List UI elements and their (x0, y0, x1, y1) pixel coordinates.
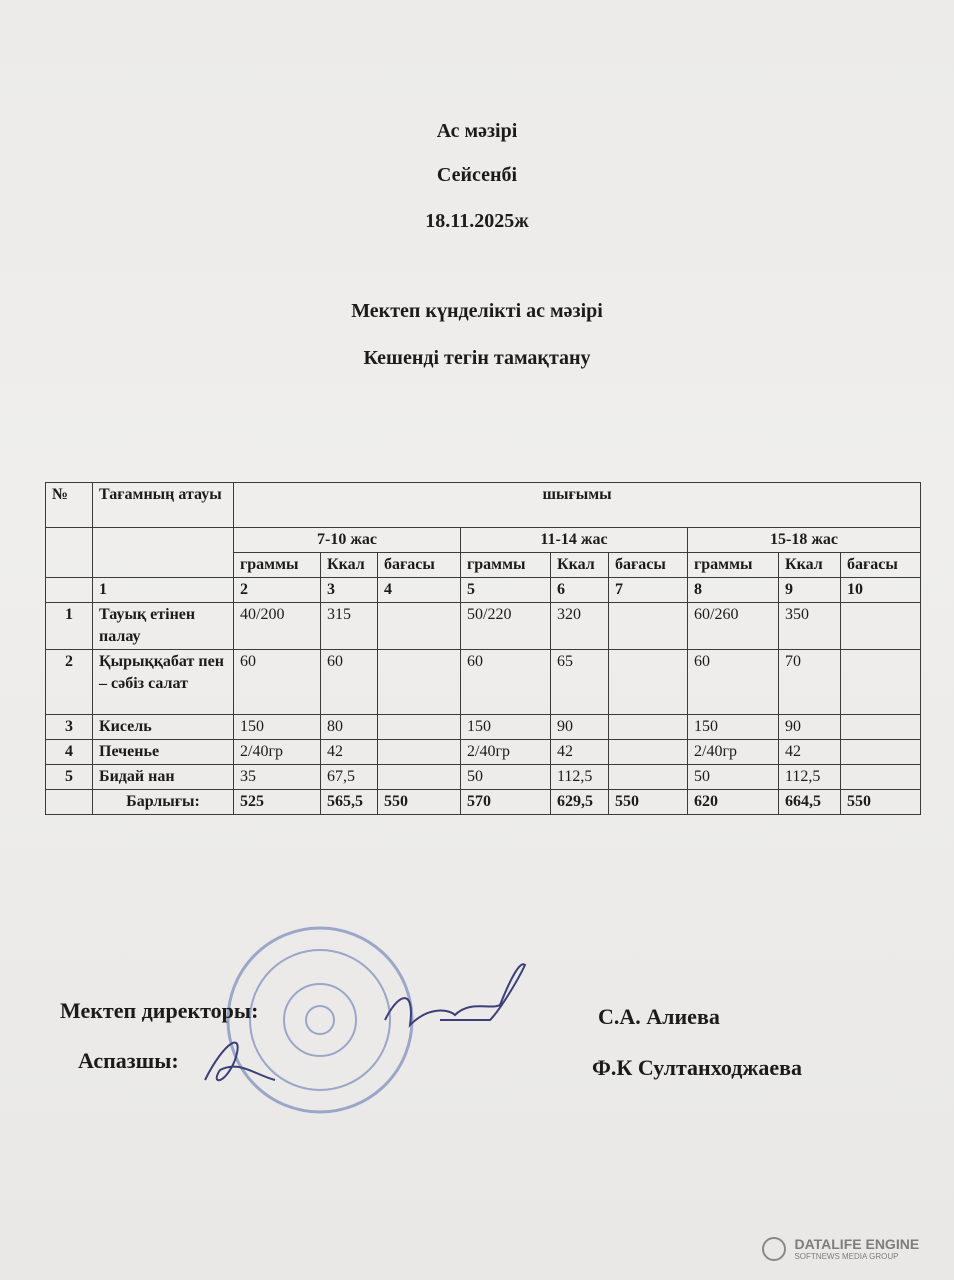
sub-header: бағасы (609, 553, 688, 578)
value-cell: 42 (551, 740, 609, 765)
table-row (46, 740, 921, 765)
column-number: 4 (378, 578, 461, 603)
empty-cell (46, 790, 93, 815)
column-number: 1 (93, 578, 234, 603)
value-cell: 2/40гр (461, 740, 551, 765)
column-number: 9 (779, 578, 841, 603)
value-cell: 2/40гр (234, 740, 321, 765)
total-cell: 565,5 (321, 790, 378, 815)
value-cell: 50 (461, 765, 551, 790)
column-number: 8 (688, 578, 779, 603)
value-cell: 150 (234, 715, 321, 740)
value-cell: 90 (551, 715, 609, 740)
column-number: 6 (551, 578, 609, 603)
menu-table (45, 482, 921, 815)
value-cell (609, 603, 688, 650)
table-row (46, 650, 921, 715)
empty-cell (46, 578, 93, 603)
value-cell: 90 (779, 715, 841, 740)
value-cell (378, 740, 461, 765)
column-number: 2 (234, 578, 321, 603)
value-cell (841, 603, 921, 650)
value-cell: 50 (688, 765, 779, 790)
value-cell: 60 (234, 650, 321, 715)
sub-header: граммы (688, 553, 779, 578)
value-cell: 2/40гр (688, 740, 779, 765)
menu-heading: Ас мәзірі (436, 120, 518, 142)
value-cell (841, 765, 921, 790)
title-line-1: Мектеп күнделікті ас мәзірі (351, 300, 603, 322)
total-cell: 570 (461, 790, 551, 815)
value-cell (378, 715, 461, 740)
value-cell (609, 715, 688, 740)
watermark-logo-icon (762, 1237, 786, 1261)
value-cell (378, 603, 461, 650)
row-number: 2 (46, 650, 93, 715)
stamp-and-signatures (200, 910, 560, 1140)
dish-name: Кисель (93, 715, 234, 740)
value-cell (609, 740, 688, 765)
sub-header: бағасы (841, 553, 921, 578)
value-cell: 350 (779, 603, 841, 650)
value-cell: 42 (321, 740, 378, 765)
value-cell: 65 (551, 650, 609, 715)
total-row (46, 790, 921, 815)
total-cell: 620 (688, 790, 779, 815)
watermark-sub: SOFTNEWS MEDIA GROUP (794, 1252, 899, 1261)
sub-header: граммы (234, 553, 321, 578)
header-name: Тағамның атауы (93, 483, 234, 528)
sub-header: Ккал (321, 553, 378, 578)
total-cell: 525 (234, 790, 321, 815)
dish-name: Бидай нан (93, 765, 234, 790)
total-cell: 550 (609, 790, 688, 815)
value-cell: 35 (234, 765, 321, 790)
header-output: шығымы (234, 483, 921, 528)
value-cell: 315 (321, 603, 378, 650)
value-cell: 67,5 (321, 765, 378, 790)
dish-name: Тауық етінен палау (93, 603, 234, 650)
value-cell: 50/220 (461, 603, 551, 650)
value-cell: 150 (688, 715, 779, 740)
value-cell (841, 740, 921, 765)
table-row (46, 603, 921, 650)
row-number: 5 (46, 765, 93, 790)
weekday: Сейсенбі (436, 164, 518, 186)
value-cell (378, 765, 461, 790)
row-number: 4 (46, 740, 93, 765)
value-cell: 112,5 (551, 765, 609, 790)
value-cell: 60 (461, 650, 551, 715)
director-signature (385, 964, 525, 1025)
value-cell (841, 715, 921, 740)
empty-cell (93, 528, 234, 578)
title-line-2: Кешенді тегін тамақтану (363, 347, 591, 369)
cook-name: Ф.К Султанходжаева (592, 1055, 802, 1080)
dish-name: Печенье (93, 740, 234, 765)
value-cell: 80 (321, 715, 378, 740)
sub-header: граммы (461, 553, 551, 578)
value-cell: 70 (779, 650, 841, 715)
total-label: Барлығы: (93, 790, 234, 815)
total-cell: 629,5 (551, 790, 609, 815)
sub-header: бағасы (378, 553, 461, 578)
director-label: Мектеп директоры: (60, 998, 259, 1023)
cook-label: Аспазшы: (78, 1048, 179, 1073)
value-cell: 60/260 (688, 603, 779, 650)
sub-header: Ккал (551, 553, 609, 578)
total-cell: 664,5 (779, 790, 841, 815)
sub-header: Ккал (779, 553, 841, 578)
row-number: 1 (46, 603, 93, 650)
value-cell (609, 765, 688, 790)
age-group: 15-18 жас (688, 528, 921, 553)
column-number: 7 (609, 578, 688, 603)
column-number: 5 (461, 578, 551, 603)
date: 18.11.2025ж (425, 210, 529, 232)
header-no: № (46, 483, 93, 528)
total-cell: 550 (841, 790, 921, 815)
age-group: 7-10 жас (234, 528, 461, 553)
value-cell (609, 650, 688, 715)
value-cell: 112,5 (779, 765, 841, 790)
table-row (46, 765, 921, 790)
director-name: С.А. Алиева (598, 1004, 720, 1029)
value-cell: 60 (321, 650, 378, 715)
value-cell (841, 650, 921, 715)
watermark-brand: DATALIFE ENGINE (794, 1236, 920, 1252)
value-cell: 60 (688, 650, 779, 715)
value-cell: 150 (461, 715, 551, 740)
column-number: 10 (841, 578, 921, 603)
row-number: 3 (46, 715, 93, 740)
value-cell: 320 (551, 603, 609, 650)
value-cell: 40/200 (234, 603, 321, 650)
table-row (46, 715, 921, 740)
value-cell (378, 650, 461, 715)
total-cell: 550 (378, 790, 461, 815)
age-group: 11-14 жас (461, 528, 688, 553)
dish-name: Қырыққабат пен – сәбіз салат (93, 650, 234, 715)
column-number: 3 (321, 578, 378, 603)
value-cell: 42 (779, 740, 841, 765)
empty-cell (46, 528, 93, 578)
watermark (762, 1236, 919, 1261)
